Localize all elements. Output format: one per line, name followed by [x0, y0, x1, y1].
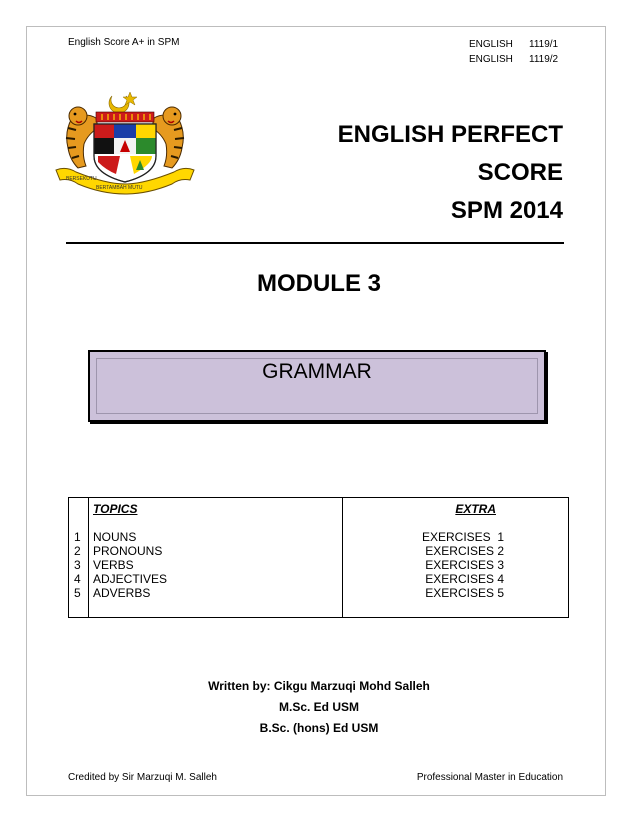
svg-text:BERSEKUTU: BERSEKUTU [66, 176, 97, 182]
header-subject: ENGLISH [469, 54, 513, 65]
topics-column [89, 498, 343, 617]
extra-item: EXERCISES 1 [421, 530, 504, 544]
number-list [74, 530, 81, 600]
topic-item: VERBS [93, 558, 134, 572]
header-left-text: English Score A+ in SPM [68, 37, 180, 48]
header-right-row [469, 52, 561, 67]
row-number: 2 [74, 544, 81, 558]
grammar-banner [88, 350, 546, 422]
topic-item: NOUNS [93, 530, 137, 544]
author-line: B.Sc. (hons) Ed USM [259, 721, 379, 735]
horizontal-rule [66, 242, 564, 244]
extra-item: EXERCISES 3 [425, 558, 504, 572]
extra-item: EXERCISES 5 [425, 586, 504, 600]
title-line: ENGLISH PERFECT [337, 121, 563, 148]
row-number: 4 [74, 572, 81, 586]
topics-header: TOPICS [93, 502, 138, 516]
title-line: SPM 2014 [450, 197, 563, 224]
header-right-row [469, 37, 561, 52]
footer-left-text: Credited by Sir Marzuqi M. Salleh [68, 772, 217, 783]
extra-item: EXERCISES 4 [425, 572, 504, 586]
topic-item: PRONOUNS [93, 544, 163, 558]
header-code: 1119/1 [529, 39, 559, 50]
extra-item: EXERCISES 2 [425, 544, 504, 558]
header-code: 1119/2 [529, 54, 559, 65]
extra-column [343, 498, 568, 617]
author-line: M.Sc. Ed USM [278, 700, 359, 714]
title-line: SCORE [477, 159, 563, 186]
footer-right-text: Professional Master in Education [416, 772, 563, 783]
coat-of-arms-icon [50, 88, 200, 198]
extra-list [343, 530, 504, 600]
header-right-block [469, 37, 561, 67]
row-number: 5 [74, 586, 81, 600]
topic-item: ADJECTIVES [93, 572, 168, 586]
svg-text:BERTAMBAH MUTU: BERTAMBAH MUTU [96, 185, 143, 191]
extra-header: EXTRA [455, 502, 496, 516]
topic-item: ADVERBS [93, 586, 151, 600]
module-title: MODULE 3 [256, 270, 381, 297]
author-line: Written by: Cikgu Marzuqi Mohd Salleh [208, 679, 430, 693]
number-column [69, 498, 89, 617]
grammar-banner-label: GRAMMAR [262, 360, 372, 383]
header-subject: ENGLISH [469, 39, 513, 50]
row-number: 1 [74, 530, 81, 544]
topics-table [68, 497, 569, 618]
author-block [0, 676, 638, 739]
topics-list [93, 530, 167, 600]
row-number: 3 [74, 558, 81, 572]
document-title [338, 116, 563, 230]
